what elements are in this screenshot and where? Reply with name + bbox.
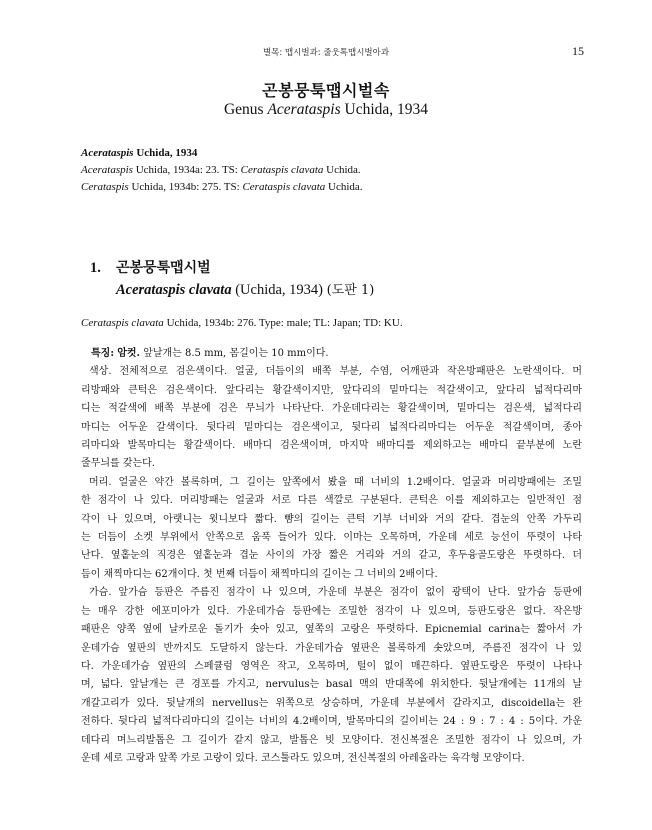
genus-title-english: Genus Acerataspis Uchida, 1934 [223,101,429,118]
paragraph-3-line: 며, 넓다. 앞날개는 큰 경포를 가지고, nervulus는 basal 맥의 반대쪽에 위치한다. 뒷날개에는 11개의 날 [81,679,582,691]
paragraph-1-line: 색상. 전체적으로 검은색이다. 얼굴, 더듬이의 배쪽 부분, 수염, 어깨판과 작은방패판은 노란색이다. 머 [89,366,582,378]
paragraph-3-line: 개갈고리가 있다. 뒷날개의 nervellus는 위쪽으로 상승하며, 가운데 부분에서 갈라지고, discoidella는 완 [81,697,582,709]
paragraph-3-line: 는 매우 강한 에포미아가 있다. 가운데가슴 등판에는 조밀한 점각이 나 있으며, 등판도랑은 없다. 작은방 [81,605,582,617]
paragraph-2-line: 한 점각이 나 있다. 머리방패는 얼굴과 서로 다른 색깔로 구분된다. 큰턱은 이를 제외하고는 일반적인 점 [81,495,582,507]
paragraph-3-line: 전하다. 뒷다리 넓적다리마디의 길이는 너비의 4.2배이며, 발목마디의 길이비는 24 : 9 : 7 : 4 : 5이다. 가운 [81,716,582,728]
paragraph-2-line: 각이 나 있으며, 아랫니는 윗니보다 짧다. 뺨의 길이는 큰턱 기부 너비와 거의 같다. 겹눈의 안쪽 가두리 [81,513,582,525]
description-body [81,345,582,768]
diagnosis-line: 특징: 암컷. 앞날개는 8.5 mm, 몸길이는 10 mm이다. [91,348,329,359]
paragraph-3-line: 다. 가운데가슴 옆판의 스페큘럼 영역은 작고, 오목하며, 털이 없이 매끈하다. 옆판도랑은 뚜렷이 나타나 [81,660,582,672]
description-paragraphs [81,363,582,768]
paragraph-1-line: 리마디와 발목마디는 황갈색이다. 배마디 검은색이며, 마지막 배마디를 제외하고는 배마디 끝부분에 노란 [81,440,582,452]
paragraph-1-line: 디는 적갈색에 배쪽 부분에 검은 무늬가 나타난다. 가운데다리는 황갈색이며, 밑마디는 검은색, 넓적다리 [81,403,582,415]
paragraph-3-line: 가슴. 앞가슴 등판은 주름진 점각이 나 있으며, 가운데 부분은 점각이 없이 광택이 난다. 앞가슴 등판에 [89,587,582,599]
paragraph-1-line: 줄무늬를 갖는다. [81,458,155,470]
running-head: 별목: 맵시벌과: 줄웃톡맵시벌아과 [262,48,390,58]
synonym-line-2: Acerataspis Uchida, 1934a: 23. TS: Cerataspis clavata Uchida. [81,164,361,176]
paragraph-2-line: 는 더듬이 소켓 부위에서 안쪽으로 움푹 들어가 있다. 이마는 오목하며, 가운데 세로 능선이 뚜렷이 나타 [81,532,582,544]
paragraph-3-line: 운데 세로 고랑과 앞쪽 가로 고랑이 있다. 코스툴라도 있으며, 전신복절의 아레올라는 육각형 모양이다. [81,752,525,764]
species-citation: Cerataspis clavata Uchida, 1934b: 276. Type: male; TL: Japan; TD: KU. [81,317,403,329]
species-scientific-name: Acerataspis clavata (Uchida, 1934) (도판 1) [116,282,375,298]
paragraph-1-line: 마디는 어두운 갈색이다. 뒷다리 밑마디는 검은색이고, 뒷다리 넓적다리마디는 어두운 적갈색이며, 종아 [81,421,582,433]
synonym-line-3: Cerataspis Uchida, 1934b: 275. TS: Cerataspis clavata Uchida. [81,181,363,193]
paragraph-2-line: 듬이 채찍마디는 62개이다. 첫 번째 더듬이 채찍마디의 길이는 그 너비의 2배이다. [81,568,438,580]
paragraph-3-line: 운데가슴 옆판의 반까지도 도달하지 않는다. 가운데가슴 옆판은 볼록하게 솟았으며, 주름진 점각이 나 있 [81,642,582,654]
paragraph-2-line: 머리. 얼굴은 약간 볼록하며, 그 길이는 앞쪽에서 봤을 때 너비의 1.2배이다. 얼굴과 머리방패에는 조밀 [89,476,582,488]
paragraph-1-line: 리방패와 큰턱은 검은색이다. 앞다리는 황갈색이지만, 앞다리의 밑마디는 적갈색이고, 앞다리 넓적다리마 [81,384,582,396]
synonym-line-1: Acerataspis Uchida, 1934 [81,147,198,159]
paragraph-3-line: 데다리 며느리발톱은 그 길이가 같지 않고, 발톱은 빗 모양이다. 전신복절은 조밀한 점각이 나 있으며, 가 [81,734,582,746]
paragraph-3-line: 패판은 양쪽 옆에 날카로운 돌기가 솟아 있고, 옆쪽의 고랑은 뚜렷하다. Epicnemial carina는 짧아서 가 [81,624,582,636]
species-heading: 1. 곤봉뭉툭맵시벌 [90,260,211,276]
genus-title-korean: 곤봉뭉툭맵시벌속 [262,81,390,100]
paragraph-2-line: 난다. 옆홑눈의 직경은 옆홑눈과 겹눈 사이의 가장 짧은 거리와 거의 같고, 후두융골도랑은 뚜렷하다. 더 [81,550,582,562]
page-number: 15 [572,44,584,58]
